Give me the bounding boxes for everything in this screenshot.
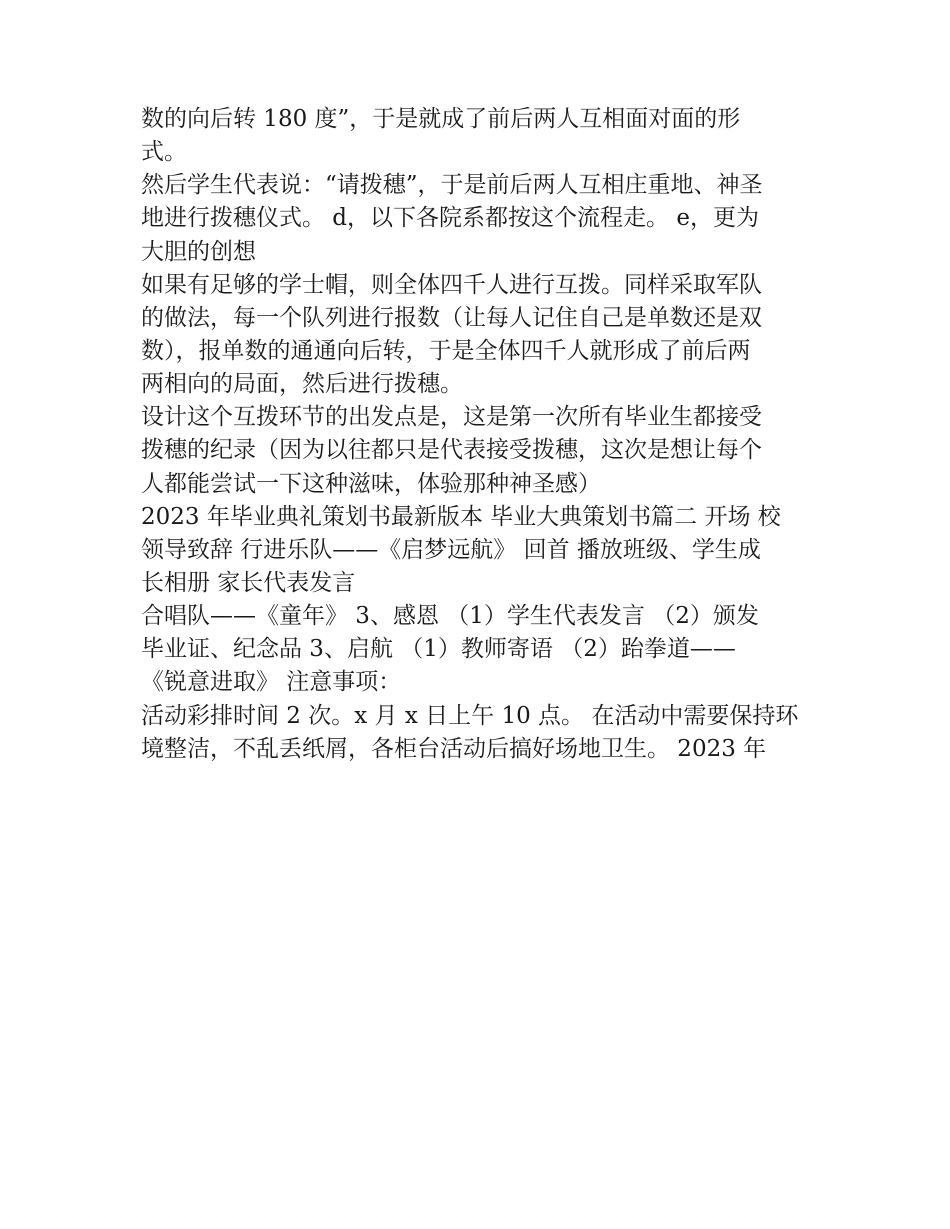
text-line: 境整洁，不乱丢纸屑，各柜台活动后搞好场地卫生。 2023 年: [141, 735, 767, 762]
text-line: 然后学生代表说：“请拨穗”，于是前后两人互相庄重地、神圣: [141, 172, 763, 199]
text-line: 毕业证、纪念品 3、启航 （1）教师寄语 （2）跆拳道——: [141, 636, 736, 663]
text-line: 数的向后转 180 度”，于是就成了前后两人互相面对面的形: [141, 106, 741, 132]
text-line: 地进行拨穗仪式。 d，以下各院系都按这个流程走。 e，更为: [141, 205, 759, 232]
text-line: 人都能尝试一下这种滋味，体验那种神圣感）: [141, 470, 601, 497]
text-line: 《锐意进取》 注意事项：: [141, 669, 402, 696]
text-line: 式。: [141, 139, 187, 166]
text-line: 大胆的创想: [141, 238, 256, 265]
text-line: 设计这个互拨环节的出发点是，这是第一次所有毕业生都接受: [141, 404, 762, 431]
text-line: 数），报单数的通通向后转，于是全体四千人就形成了前后两: [141, 337, 751, 364]
text-line: 拨穗的纪录（因为以往都只是代表接受拨穗，这次是想让每个: [141, 437, 762, 464]
text-line: 合唱队——《童年》 3、感恩 （1）学生代表发言 （2）颁发: [141, 603, 759, 630]
text-line: 领导致辞 行进乐队——《启梦远航》 回首 播放班级、学生成: [141, 536, 761, 563]
document-body: [141, 108, 821, 771]
text-line: 活动彩排时间 2 次。x 月 x 日上午 10 点。 在活动中需要保持环: [141, 702, 799, 729]
text-line: 2023 年毕业典礼策划书最新版本 毕业大典策划书篇二 开场 校: [141, 503, 781, 530]
text-line: 如果有足够的学士帽，则全体四千人进行互拨。同样采取军队: [141, 271, 762, 298]
text-line: 的做法，每一个队列进行报数（让每人记住自己是单数还是双: [141, 304, 762, 331]
text-line: 两相向的局面，然后进行拨穗。: [141, 371, 463, 398]
text-line: 长相册 家长代表发言: [141, 569, 356, 596]
